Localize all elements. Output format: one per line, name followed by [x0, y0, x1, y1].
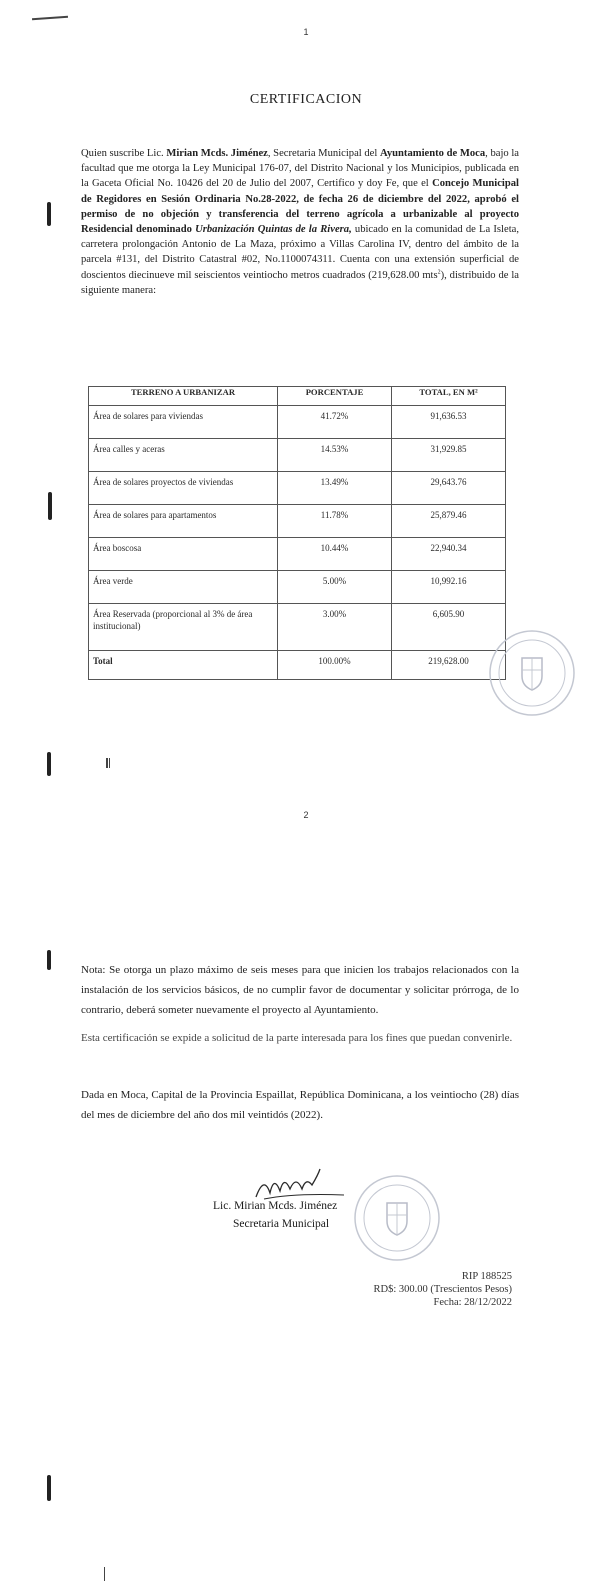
- land-distribution-table: [88, 386, 506, 680]
- receipt-rip: RIP 188525: [461, 1271, 512, 1282]
- page-number: 1: [303, 27, 309, 37]
- page-number: 2: [303, 810, 309, 820]
- secretary-name: Mirian Mcds. Jiménez: [166, 148, 268, 159]
- receipt-date: Fecha: 28/12/2022: [433, 1297, 512, 1308]
- scan-stroke: [109, 758, 110, 768]
- table-row: [89, 604, 506, 651]
- note-paragraph: Nota: Se otorga un plazo máximo de seis meses para que inicien los trabajos relacionados con la instalación de los servicios básicos, de no cumplir favor de documentar y solicitar prórroga, de lo contrario, deberá someter nuevamente el proyecto al Ayuntamiento.: [81, 964, 519, 1016]
- scan-mark: [47, 950, 51, 970]
- table-total-row: [89, 651, 506, 680]
- municipal-seal-icon: [352, 1173, 442, 1263]
- row-total: 91,636.53: [392, 406, 506, 439]
- concejo-approval: Concejo Municipal de Regidores en Sesión Ordinaria No.28-2022, de fecha 26 de diciembre del 2022, aprobó el permiso de no objeción y transferencia del terreno agrícola a urbanizable al proyecto Residencial denominado: [81, 178, 519, 236]
- row-percentage: 13.49%: [278, 472, 392, 505]
- ayuntamiento-name: Ayuntamiento de Moca: [379, 148, 486, 159]
- page-2: [0, 795, 612, 1589]
- row-label: Área de solares para viviendas: [89, 406, 278, 439]
- table-header-row: [89, 387, 506, 406]
- row-total: 22,940.34: [392, 538, 506, 571]
- row-label: Área boscosa: [89, 538, 278, 571]
- scan-mark: [47, 202, 51, 226]
- row-percentage: 41.72%: [278, 406, 392, 439]
- intro-text: , Secretaria Municipal del: [267, 148, 380, 159]
- scan-mark: [47, 1475, 51, 1501]
- total-percentage: 100.00%: [278, 651, 392, 680]
- row-percentage: 11.78%: [278, 505, 392, 538]
- table-row: [89, 439, 506, 472]
- row-percentage: 3.00%: [278, 604, 392, 651]
- signatory-role: Secretaria Municipal: [233, 1218, 330, 1230]
- intro-text: ), distribuido de la siguiente manera:: [81, 269, 519, 296]
- row-label: Área de solares proyectos de viviendas: [89, 472, 278, 505]
- table-row: [89, 571, 506, 604]
- column-header: TOTAL, EN M²: [392, 387, 506, 406]
- row-total: 10,992.16: [392, 571, 506, 604]
- row-total: 29,643.76: [392, 472, 506, 505]
- intro-paragraph: [81, 146, 519, 298]
- purpose-paragraph: Esta certificación se expide a solicitud de la parte interesada para los fines que puedan convenirle.: [81, 1032, 513, 1044]
- row-percentage: 10.44%: [278, 538, 392, 571]
- intro-text: Quien suscribe Lic.: [81, 148, 167, 159]
- receipt-amount: RD$: 300.00 (Trescientos Pesos): [373, 1284, 512, 1295]
- row-total: 6,605.90: [392, 604, 506, 651]
- scan-stroke: [104, 1567, 105, 1581]
- superscript: 2: [437, 269, 441, 276]
- intro-text: ubicado en la comunidad de La Isleta, carretera prolongación Antonio de La Maza, próximo a Villas Carolina IV, dentro del ámbito de la parcela #131, del Distrito Catastral #02, No.1100074311. Cuenta con una extensión superficial de doscientos diecinueve mil seiscientos veintiocho metros cuadrados (219,628.00 mts: [81, 224, 519, 281]
- scan-stroke: [106, 758, 108, 768]
- row-label: Área verde: [89, 571, 278, 604]
- row-total: 31,929.85: [392, 439, 506, 472]
- payment-receipt: [374, 1270, 512, 1309]
- total-label: Total: [89, 651, 278, 680]
- column-header: TERRENO A URBANIZAR: [89, 387, 278, 406]
- intro-text: , bajo la facultad que me otorga la Ley Municipal 176-07, del Distrito Nacional y los Municipios, publicada en la Gaceta Oficial No. 10426 del 20 de Julio del 2007, Certifico y doy Fe, que el: [81, 148, 520, 190]
- scan-mark: [48, 492, 52, 520]
- row-label: Área calles y aceras: [89, 439, 278, 472]
- scan-mark: [47, 752, 51, 776]
- row-label: Área Reservada (proporcional al 3% de área institucional): [89, 604, 278, 651]
- table-row: [89, 406, 506, 439]
- document-title: CERTIFICACION: [249, 92, 363, 107]
- row-percentage: 14.53%: [278, 439, 392, 472]
- signatory-name: Lic. Mirian Mcds. Jiménez: [213, 1200, 338, 1212]
- municipal-seal-icon: [487, 628, 577, 718]
- table-row: [89, 505, 506, 538]
- row-percentage: 5.00%: [278, 571, 392, 604]
- table-row: [89, 472, 506, 505]
- date-place-paragraph: Dada en Moca, Capital de la Provincia Espaillat, República Dominicana, a los veintiocho (28) días del mes de diciembre del año dos mil veintidós (2022).: [81, 1089, 519, 1121]
- row-total: 25,879.46: [392, 505, 506, 538]
- row-label: Área de solares para apartamentos: [89, 505, 278, 538]
- column-header: PORCENTAJE: [278, 387, 392, 406]
- scan-stroke: [32, 16, 68, 21]
- total-value: 219,628.00: [392, 651, 506, 680]
- project-name: Urbanización Quintas de la Rivera,: [195, 224, 352, 236]
- table-row: [89, 538, 506, 571]
